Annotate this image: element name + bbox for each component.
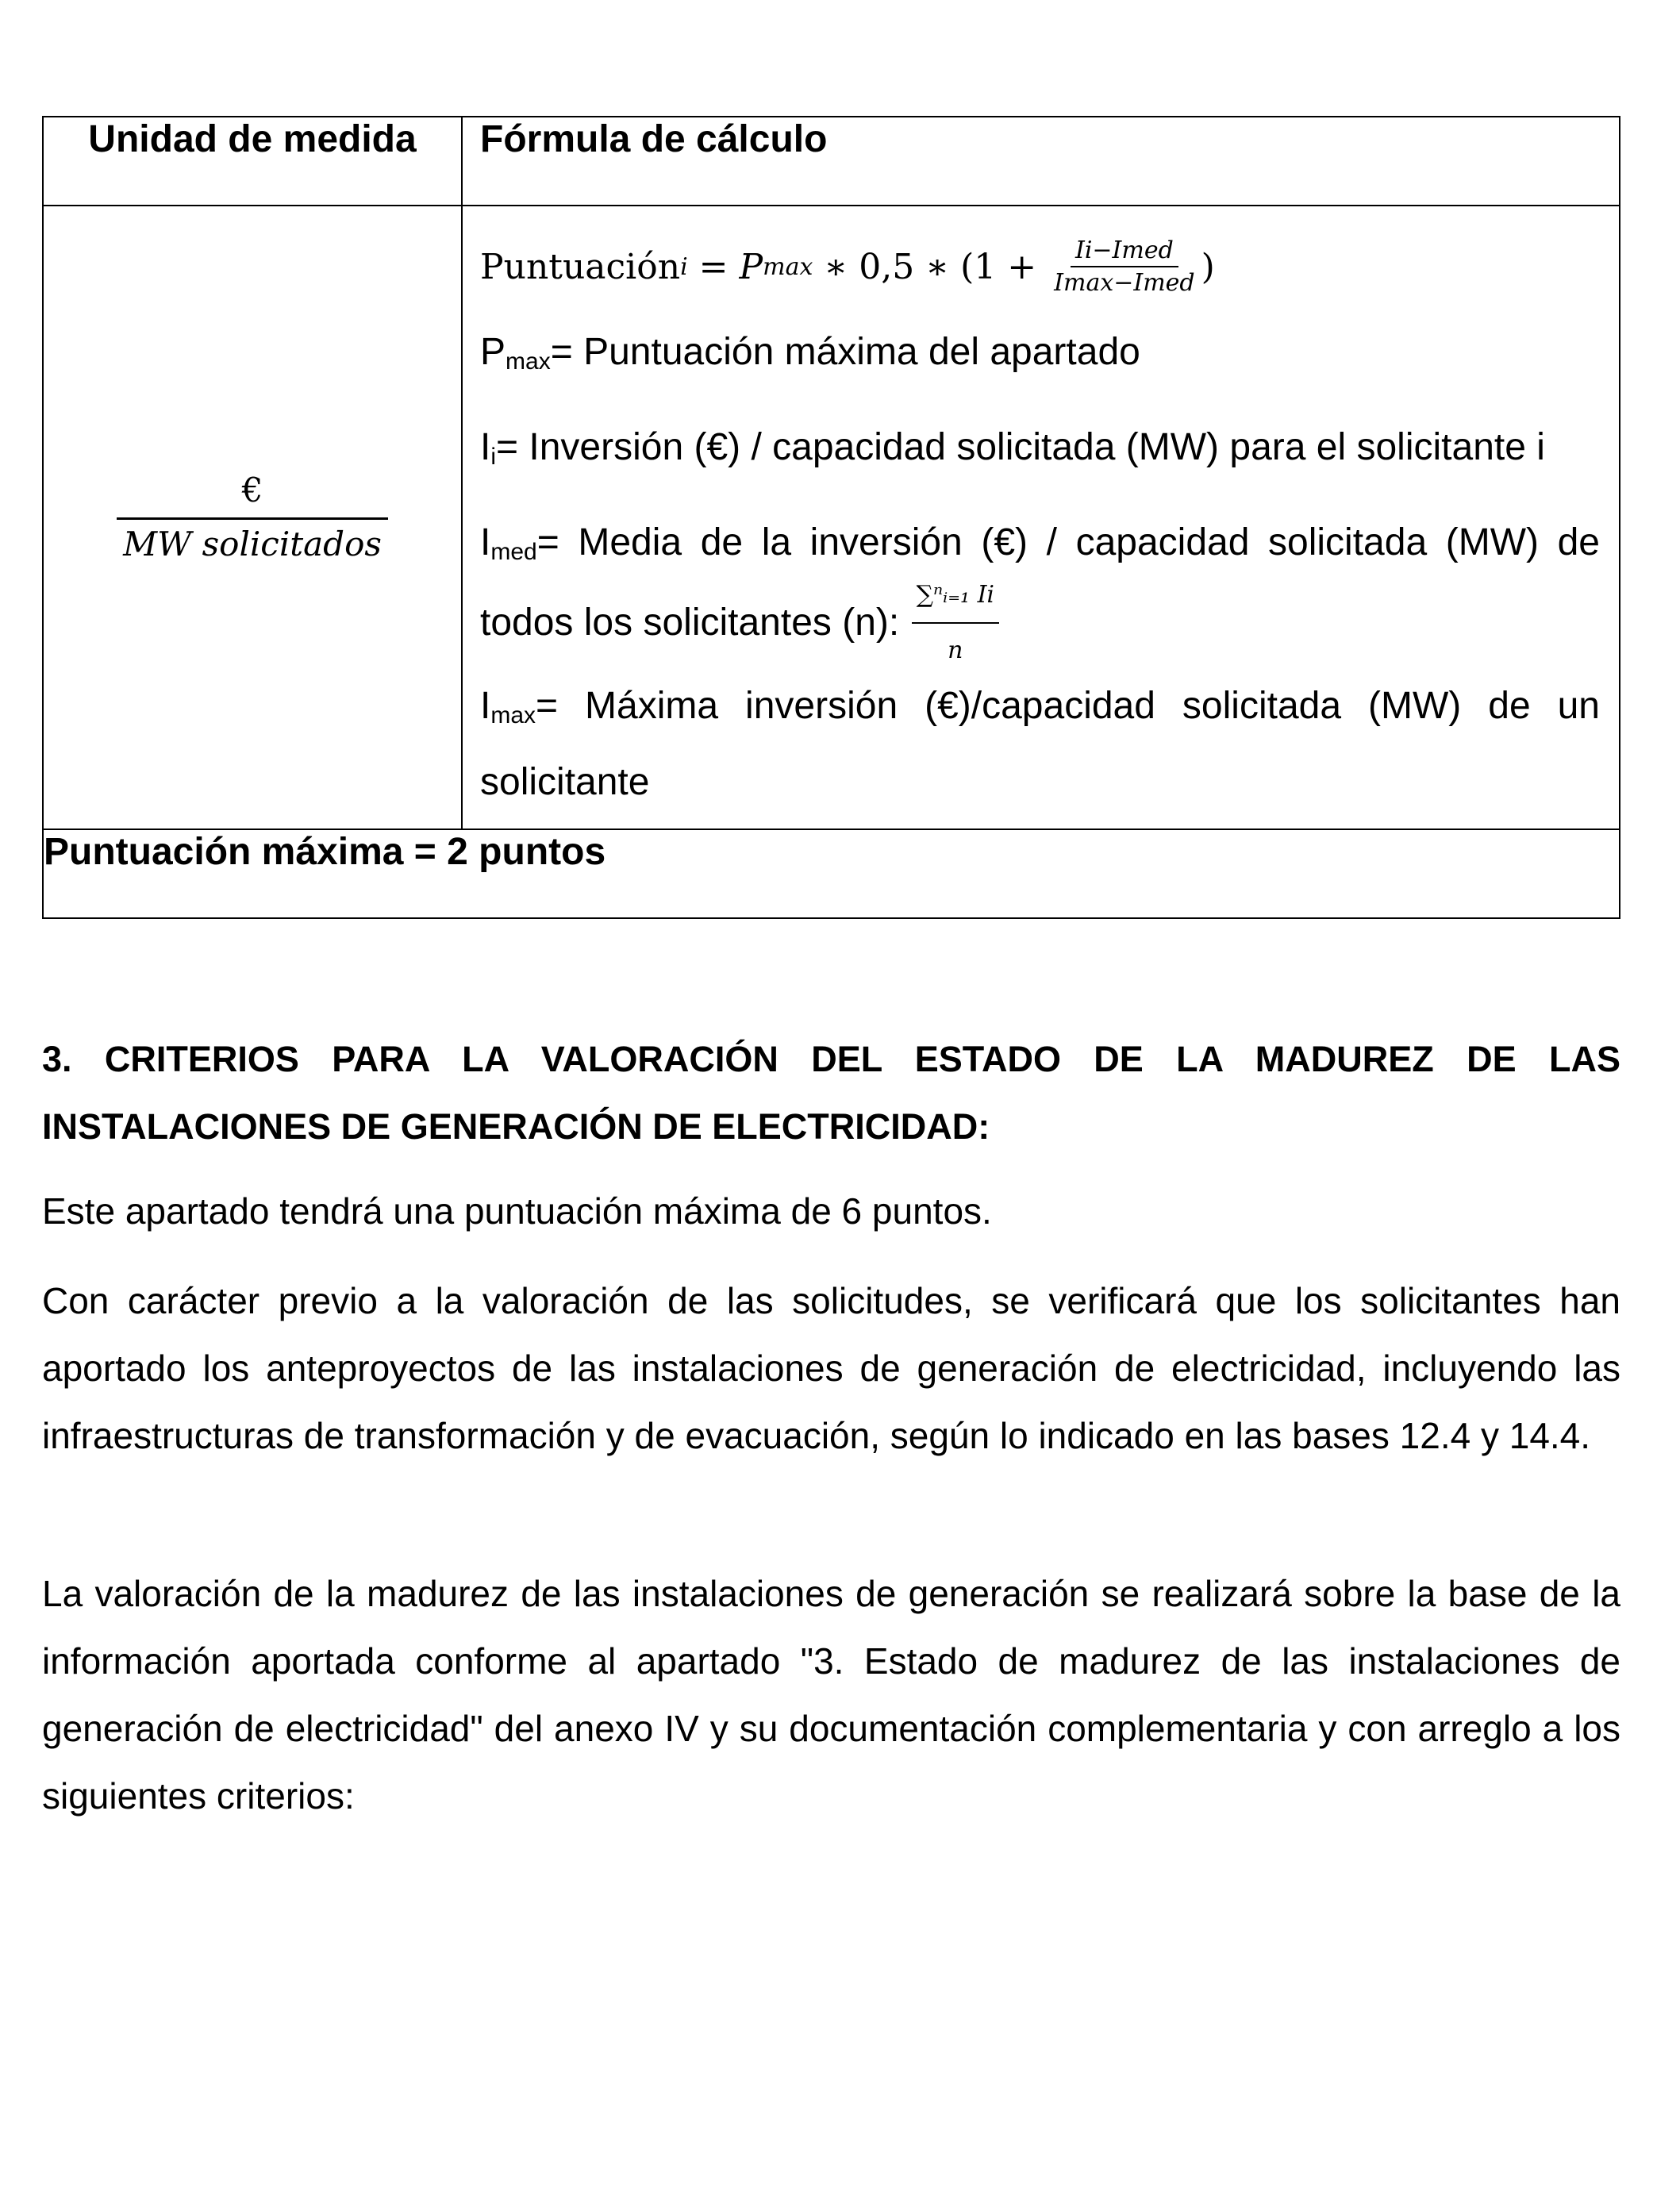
def-pmax-text: = Puntuación máxima del apartado <box>550 331 1140 373</box>
paragraph-2 <box>42 1267 1620 1470</box>
def-ii-sub: i <box>490 444 497 470</box>
def-imed-symbol: I <box>480 521 491 563</box>
formula-eq: = <box>687 246 740 287</box>
header-formula: Fórmula de cálculo <box>462 117 1620 206</box>
table-body-row <box>43 206 1620 829</box>
mean-frac-den: n <box>948 636 963 664</box>
mean-frac-num: ∑ⁿᵢ₌₁ Ii <box>912 570 999 624</box>
unit-cell <box>43 206 462 829</box>
def-imax-text: = Máxima inversión (€)/capacidad solicitada (MW) de un <box>536 685 1600 727</box>
def-ii-symbol: I <box>480 426 491 468</box>
paragraph-3 <box>42 1560 1620 1830</box>
formula-cell <box>462 206 1620 829</box>
paragraph-1 <box>42 1178 1620 1245</box>
def-ii-text: = Inversión (€) / capacidad solicitada (MW) para el solicitante i <box>496 426 1545 468</box>
def-imax-sub: max <box>490 702 536 729</box>
unit-denominator: MW solicitados <box>117 517 388 563</box>
formula-p-sub: max <box>763 252 813 281</box>
def-ii <box>480 422 1600 483</box>
table-header-row <box>43 117 1620 206</box>
formula-frac-num: Ii−Imed <box>1071 236 1178 267</box>
def-imed-text: = Media de la inversión (€) / capacidad solicitada (MW) de <box>536 521 1600 563</box>
mean-fraction <box>912 570 999 676</box>
score-formula <box>480 230 1600 303</box>
formula-lhs-sub: i <box>680 252 688 281</box>
def-imed-cont-text: todos los solicitantes (n): <box>480 602 910 644</box>
def-imax-cont: solicitante <box>480 761 650 803</box>
formula-frac-den: Imax−Imed <box>1054 269 1195 297</box>
formula-lhs: Puntuación <box>480 246 681 287</box>
unit-numerator: € <box>241 470 263 509</box>
section-heading-text: 3. CRITERIOS PARA LA VALORACIÓN DEL ESTADO DE LA MADUREZ DE LAS INSTALACIONES DE GENERACIÓN DE ELECTRICIDAD: <box>42 1039 1620 1147</box>
max-score: Puntuación máxima = 2 puntos <box>43 829 1620 918</box>
unit-fraction <box>117 471 388 563</box>
formula-ops: ∗ 0,5 ∗ (1 + <box>813 246 1048 287</box>
def-imax-symbol: I <box>480 685 491 727</box>
formula-close: ) <box>1201 246 1215 287</box>
formula-p: P <box>739 246 763 287</box>
def-imed-cont <box>480 581 1600 664</box>
def-imed <box>480 517 1600 578</box>
def-pmax-sub: max <box>506 348 551 375</box>
def-pmax <box>480 327 1600 387</box>
paragraph-3-text: La valoración de la madurez de las instalaciones de generación se realizará sobre la base de la información aportada conforme al apartado "3. Estado de madurez de las instalaciones de generación de electricidad" del anexo IV y su documentación complementaria y con arreglo a los siguientes criterios: <box>42 1573 1620 1817</box>
def-imax <box>480 681 1600 741</box>
paragraph-2-text: Con carácter previo a la valoración de las solicitudes, se verificará que los solicitantes han aportado los anteproyectos de las instalaciones de generación de electricidad, incluyendo las infraestructuras de transformación y de evacuación, según lo indicado en las bases 12.4 y 14.4. <box>42 1280 1620 1456</box>
formula-fraction <box>1049 236 1200 297</box>
header-unit: Unidad de medida <box>43 117 462 206</box>
criteria-table <box>42 116 1620 919</box>
def-imed-sub: med <box>490 539 537 565</box>
def-pmax-symbol: P <box>480 331 506 373</box>
paragraph-1-text: Este apartado tendrá una puntuación máxima de 6 puntos. <box>42 1190 992 1232</box>
section-heading <box>42 1025 1620 1160</box>
table-footer-row <box>43 829 1620 918</box>
